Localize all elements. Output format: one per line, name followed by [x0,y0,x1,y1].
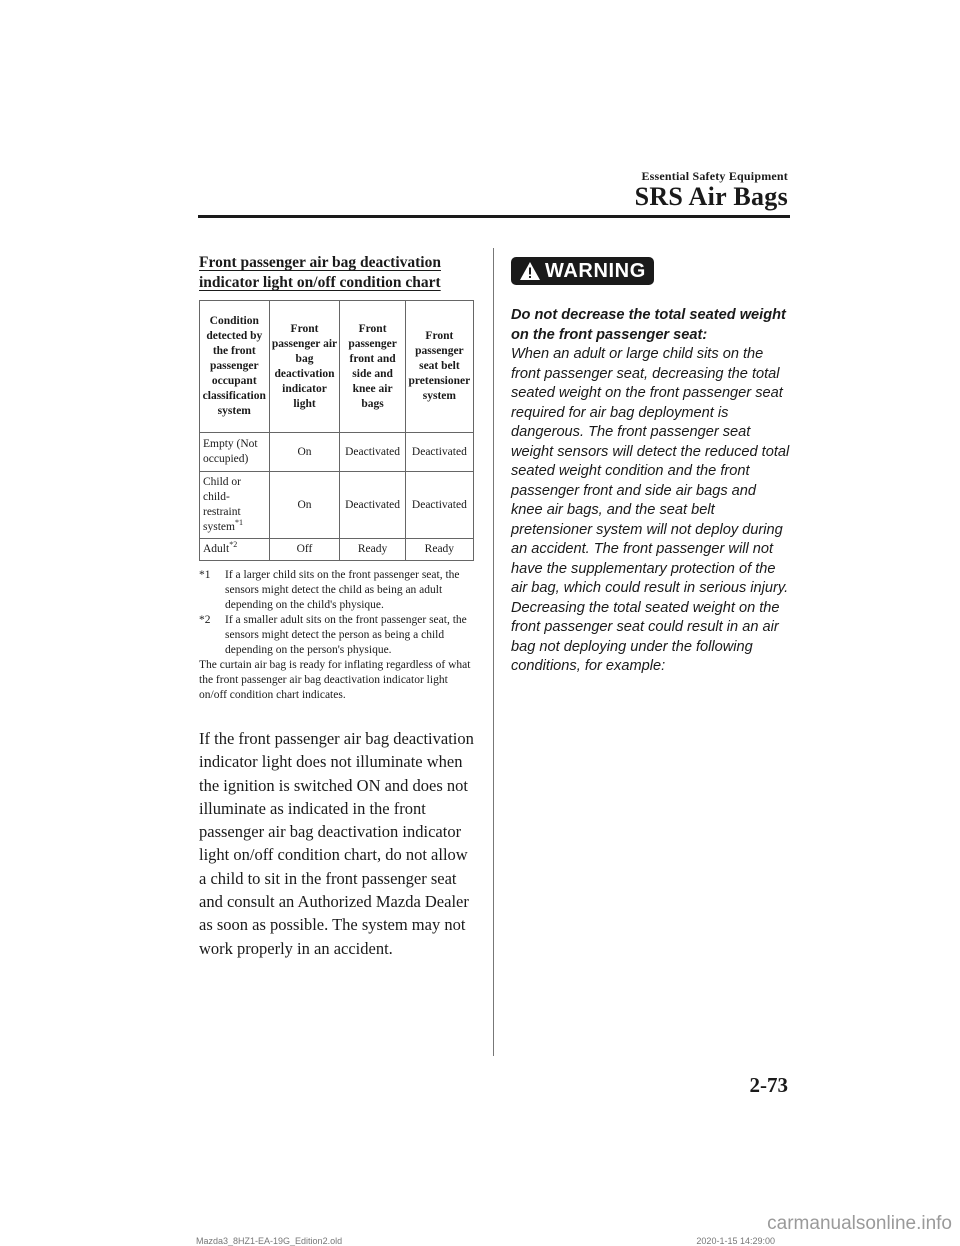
condition-chart [199,300,474,561]
pretensioner-cell: Deactivated [405,433,473,472]
column-header: Condition detected by the front passenger occupant classification system [200,301,270,433]
warning-body: When an adult or large child sits on the front passenger seat, decreasing the total seated weight on the front passenger seat required for air bag deployment is dangerous. The front passenger seat weight sensors will detect the reduced total seated weight condition and the front passenger front and side air bags and knee air bags, and the seat belt pretensioner system will not deploy during an accident. The front passenger will not have the supplementary protection of the air bag, which could result in serious injury. Decreasing the total seated weight on the front passenger seat could result in an air bag not deploying under the following conditions, for example: [511,346,790,674]
warning-triangle-icon [519,261,541,281]
condition-cell [200,433,270,472]
page-number: 2-73 [749,1073,788,1097]
column-header: Front passenger air bag deactivation indicator light [269,301,340,433]
footnote-mark: *1 [199,569,211,581]
airbags-cell: Deactivated [340,433,405,472]
pretensioner-cell: Deactivated [405,472,473,539]
page-title: SRS Air Bags [634,182,788,211]
warning-text [511,306,791,677]
footer-timestamp: 2020-1-15 14:29:00 [696,1236,775,1246]
footnote-text: If a larger child sits on the front passenger seat, the sensors might detect the child as being an adult depending on the child's physique. [225,569,460,611]
table-notes [199,568,475,703]
footnote-mark: *2 [199,614,211,626]
footnote [199,568,475,613]
section-label: Essential Safety Equipment [641,169,788,183]
right-column [511,257,791,677]
footer-file: Mazda3_8HZ1-EA-19G_Edition2.old [196,1236,343,1246]
indicator-cell: Off [269,539,340,561]
airbags-cell: Ready [340,539,405,561]
body-paragraph: If the front passenger air bag deactivation indicator light does not illuminate when the ignition is switched ON and does not illuminate as indicated in the front passenger air bag deactivation indicator light on/off condition chart, do not allow a child to sit in the front passenger seat and consult an Authorized Mazda Dealer as soon as possible. The system may not work properly in an accident. [199,729,474,958]
footnote-ref: *2 [229,540,238,550]
condition-text: Child or child-restraint system [203,476,242,533]
table-header-row [200,301,474,433]
airbags-cell: Deactivated [340,472,405,539]
table-row [200,539,474,561]
footnote [199,613,475,658]
indicator-cell: On [269,472,340,539]
left-column [199,253,475,976]
footnote-text: If a smaller adult sits on the front passenger seat, the sensors might detect the person as being a child depending on the person's physique. [225,614,467,656]
table-row [200,433,474,472]
indicator-cell: On [269,433,340,472]
curtain-note: The curtain air bag is ready for inflating regardless of what the front passenger air bag deactivation indicator light on/off condition chart indicates. [199,659,471,701]
column-header: Front passenger seat belt pretensioner system [405,301,473,433]
condition-text: Adult [203,543,230,555]
watermark: carmanualsonline.info [767,1213,952,1234]
column-divider [493,248,494,1056]
condition-text: Empty (Not occupied) [203,438,258,465]
footnote-ref: *1 [234,518,243,528]
warning-badge [511,257,654,285]
condition-cell [200,539,270,561]
column-header: Front passenger front and side and knee air bags [340,301,405,433]
table-heading: Front passenger air bag deactivation indicator light on/off condition chart [199,254,441,291]
warning-lead: Do not decrease the total seated weight on the front passenger seat: [511,307,786,343]
condition-cell [200,472,270,539]
pretensioner-cell: Ready [405,539,473,561]
warning-label: WARNING [545,259,646,282]
header-rule [198,215,790,218]
table-row [200,472,474,539]
